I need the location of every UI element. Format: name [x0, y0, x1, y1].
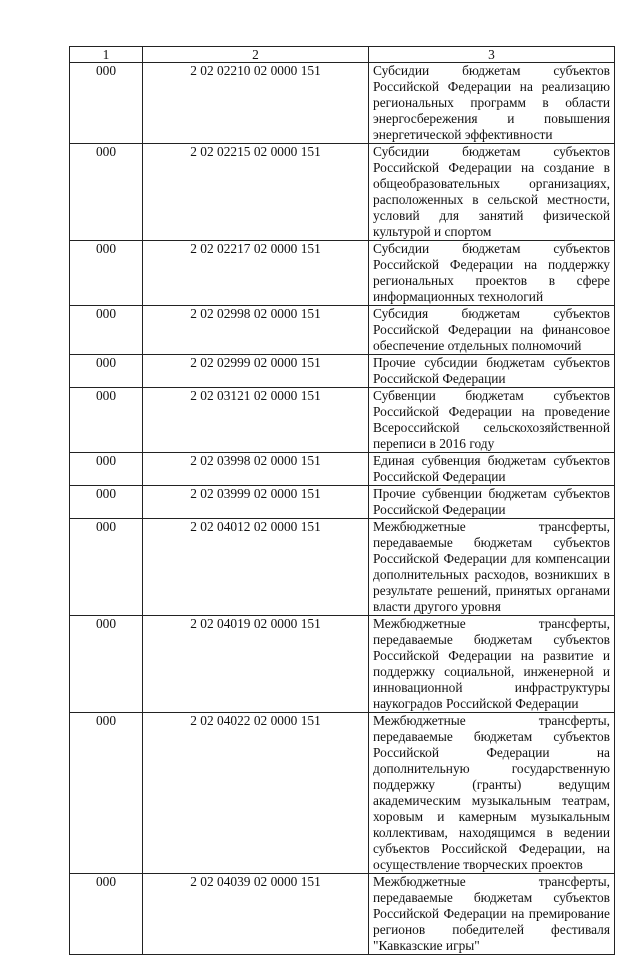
header-col-1: 1 [70, 47, 143, 63]
table-row [70, 63, 615, 144]
header-col-3: 3 [369, 47, 615, 63]
table-row [70, 453, 615, 486]
header-col-2: 2 [143, 47, 369, 63]
table-row [70, 355, 615, 388]
budget-code-cell: 2 02 03998 02 0000 151 [143, 453, 369, 486]
budget-code-cell: 2 02 02998 02 0000 151 [143, 306, 369, 355]
income-name-cell: Субсидии бюджетам субъектов Российской Федерации на поддержку региональных проектов в сфере информационных технологий [369, 241, 615, 306]
budget-code-cell: 2 02 04019 02 0000 151 [143, 616, 369, 713]
admin-code-cell: 000 [70, 453, 143, 486]
budget-code-cell: 2 02 02210 02 0000 151 [143, 63, 369, 144]
income-name-cell: Межбюджетные трансферты, передаваемые бюджетам субъектов Российской Федерации на дополнительную государственную поддержку (гранты) ведущим академическим музыкальным театрам, хоровым и камерным музыкальным коллективам, находящимся в ведении субъектов Российской Федерации, на осуществление творческих проектов [369, 713, 615, 874]
income-name-cell: Единая субвенция бюджетам субъектов Российской Федерации [369, 453, 615, 486]
income-name-cell: Межбюджетные трансферты, передаваемые бюджетам субъектов Российской Федерации для компенсации дополнительных расходов, возникших в результате решений, принятых органами власти другого уровня [369, 519, 615, 616]
table-row [70, 713, 615, 874]
income-name-cell: Межбюджетные трансферты, передаваемые бюджетам субъектов Российской Федерации на развитие и поддержку социальной, инженерной и инновационной инфраструктуры наукоградов Российской Федерации [369, 616, 615, 713]
admin-code-cell: 000 [70, 616, 143, 713]
table-row [70, 519, 615, 616]
budget-codes-table [69, 46, 615, 955]
budget-code-cell: 2 02 02215 02 0000 151 [143, 144, 369, 241]
income-name-cell: Субсидии бюджетам субъектов Российской Федерации на реализацию региональных программ в области энергосбережения и повышения энергетической эффективности [369, 63, 615, 144]
table-row [70, 241, 615, 306]
table-row [70, 486, 615, 519]
admin-code-cell: 000 [70, 874, 143, 955]
table-row [70, 874, 615, 955]
income-name-cell: Прочие субвенции бюджетам субъектов Российской Федерации [369, 486, 615, 519]
admin-code-cell: 000 [70, 486, 143, 519]
income-name-cell: Субсидия бюджетам субъектов Российской Федерации на финансовое обеспечение отдельных полномочий [369, 306, 615, 355]
table-row [70, 144, 615, 241]
table-row [70, 306, 615, 355]
budget-code-cell: 2 02 04039 02 0000 151 [143, 874, 369, 955]
budget-code-cell: 2 02 02999 02 0000 151 [143, 355, 369, 388]
admin-code-cell: 000 [70, 144, 143, 241]
income-name-cell: Прочие субсидии бюджетам субъектов Российской Федерации [369, 355, 615, 388]
admin-code-cell: 000 [70, 355, 143, 388]
table-row [70, 616, 615, 713]
admin-code-cell: 000 [70, 306, 143, 355]
income-name-cell: Субвенции бюджетам субъектов Российской Федерации на проведение Всероссийской сельскохозяйственной переписи в 2016 году [369, 388, 615, 453]
admin-code-cell: 000 [70, 713, 143, 874]
admin-code-cell: 000 [70, 63, 143, 144]
income-name-cell: Межбюджетные трансферты, передаваемые бюджетам субъектов Российской Федерации на премирование регионов победителей фестиваля "Кавказские игры" [369, 874, 615, 955]
budget-code-cell: 2 02 02217 02 0000 151 [143, 241, 369, 306]
admin-code-cell: 000 [70, 519, 143, 616]
budget-code-cell: 2 02 04012 02 0000 151 [143, 519, 369, 616]
admin-code-cell: 000 [70, 241, 143, 306]
budget-code-cell: 2 02 03121 02 0000 151 [143, 388, 369, 453]
table-row [70, 388, 615, 453]
budget-code-cell: 2 02 03999 02 0000 151 [143, 486, 369, 519]
income-name-cell: Субсидии бюджетам субъектов Российской Федерации на создание в общеобразовательных организациях, расположенных в сельской местности, условий для занятий физической культурой и спортом [369, 144, 615, 241]
budget-code-cell: 2 02 04022 02 0000 151 [143, 713, 369, 874]
table-header-row [70, 47, 615, 63]
admin-code-cell: 000 [70, 388, 143, 453]
